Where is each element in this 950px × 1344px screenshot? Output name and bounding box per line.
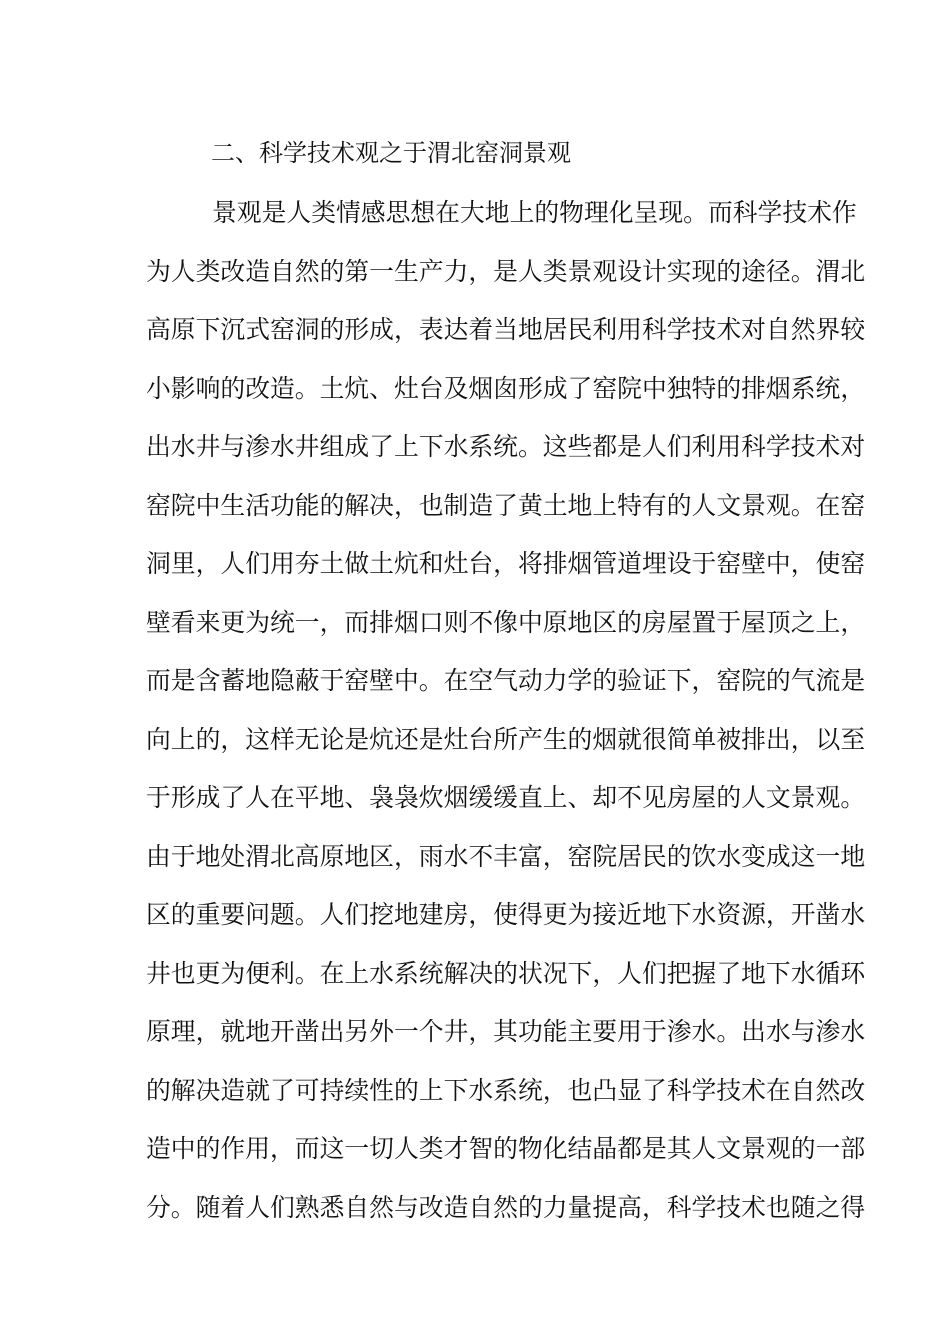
text-line: 洞里，人们用夯土做土炕和灶台，将排烟管道埋设于窑壁中，使窑 bbox=[146, 549, 866, 578]
text-line: 向上的，这样无论是炕还是灶台所产生的烟就很简单被排出，以至 bbox=[146, 724, 866, 754]
body-text bbox=[146, 196, 866, 1249]
text-line: 分。随着人们熟悉自然与改造自然的力量提高，科学技术也随之得 bbox=[146, 1192, 866, 1222]
text-line: 壁看来更为统一，而排烟口则不像中原地区的房屋置于屋顶之上， bbox=[146, 607, 866, 637]
text-line: 的解决造就了可持续性的上下水系统，也凸显了科学技术在自然改 bbox=[146, 1075, 866, 1105]
text-line: 窑院中生活功能的解决，也制造了黄土地上特有的人文景观。在窑 bbox=[146, 490, 866, 520]
text-line: 出水井与渗水井组成了上下水系统。这些都是人们利用科学技术对 bbox=[146, 432, 866, 461]
text-line: 为人类改造自然的第一生产力，是人类景观设计实现的途径。渭北 bbox=[146, 256, 866, 286]
text-line: 高原下沉式窑洞的形成，表达着当地居民利用科学技术对自然界较 bbox=[146, 315, 866, 344]
section-heading: 二、科学技术观之于渭北窑洞景观 bbox=[211, 139, 571, 167]
text-line: 井也更为便利。在上水系统解决的状况下，人们把握了地下水循环 bbox=[146, 958, 866, 988]
text-line: 原理，就地开凿出另外一个井，其功能主要用于渗水。出水与渗水 bbox=[146, 1017, 866, 1046]
text-line: 小影响的改造。土炕、灶台及烟囱形成了窑院中独特的排烟系统， bbox=[146, 373, 866, 403]
text-line: 而是含蓄地隐蔽于窑壁中。在空气动力学的验证下，窑院的气流是 bbox=[146, 666, 866, 695]
text-line: 区的重要问题。人们挖地建房，使得更为接近地下水资源，开凿水 bbox=[146, 900, 866, 929]
text-line: 造中的作用，而这一切人类才智的物化结晶都是其人文景观的一部 bbox=[146, 1134, 866, 1163]
text-line: 由于地处渭北高原地区，雨水不丰富，窑院居民的饮水变成这一地 bbox=[146, 841, 866, 871]
text-line: 景观是人类情感思想在大地上的物理化呈现。而科学技术作 bbox=[212, 198, 857, 227]
text-line: 于形成了人在平地、袅袅炊烟缓缓直上、却不见房屋的人文景观。 bbox=[146, 783, 866, 812]
